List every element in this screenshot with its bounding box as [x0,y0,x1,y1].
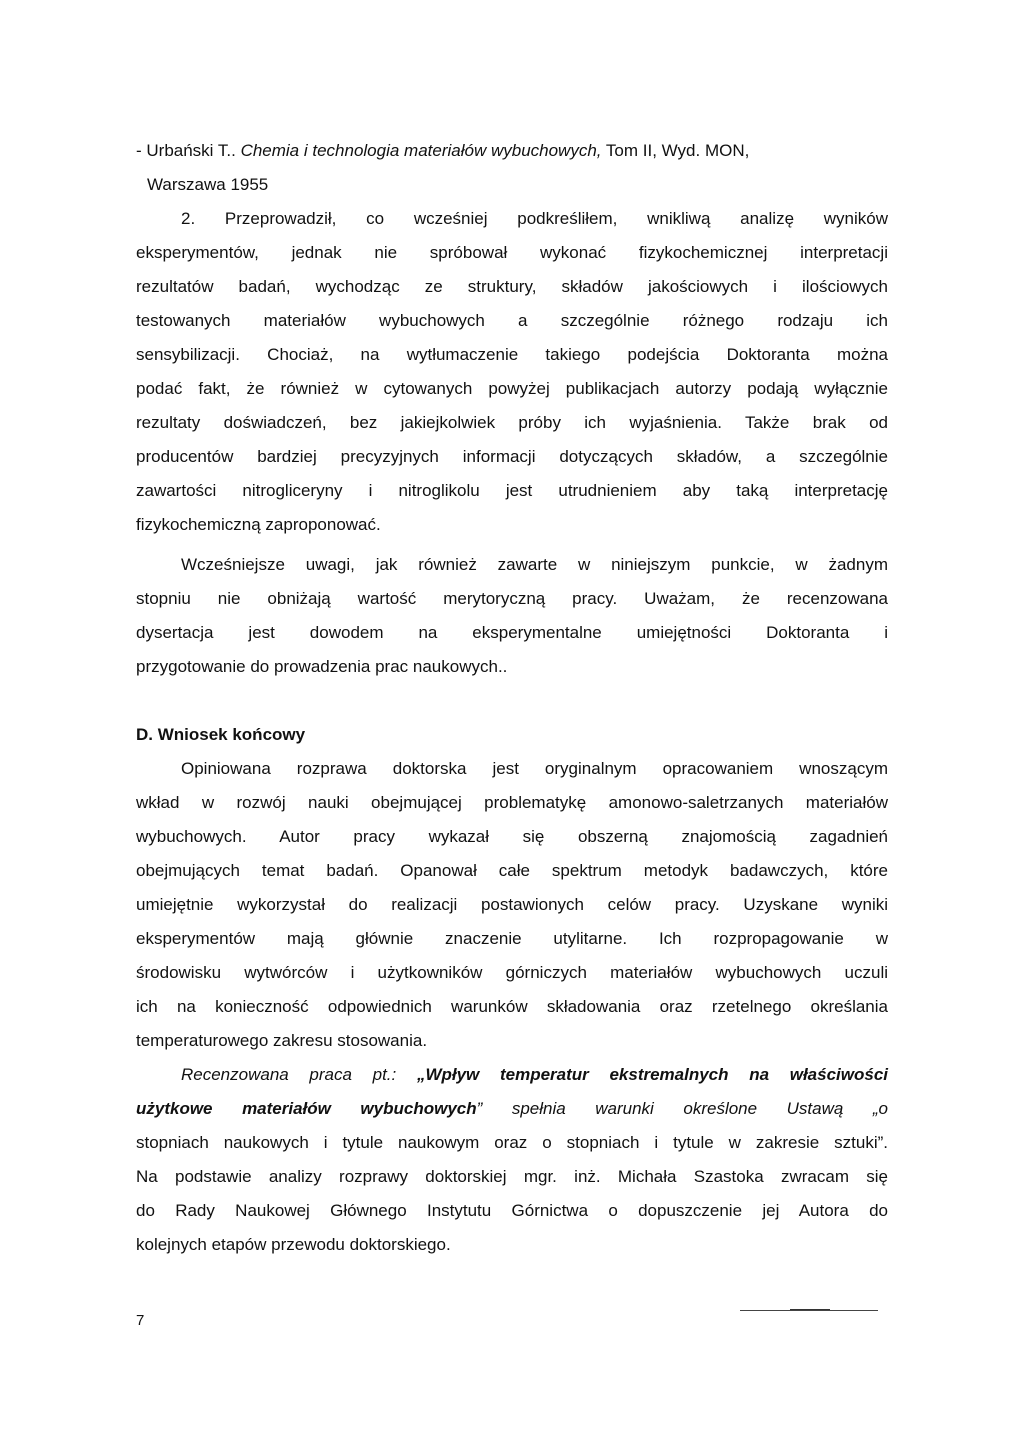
paragraph-line: Wcześniejsze uwagi, jak również zawarte w niniejszym punkcie, w żadnym [181,555,888,574]
reference-author: - Urbański T.. [136,141,241,160]
reference-title: Chemia i technologia materiałów wybuchowych, [240,141,602,160]
paragraph-line: rezultaty doświadczeń, bez jakiejkolwiek próby ich wyjaśnienia. Także brak od [136,413,888,432]
paragraph-line: Na podstawie analizy rozprawy doktorskiej mgr. inż. Michała Szastoka zwracam się [136,1167,888,1186]
paragraph-line: stopniu nie obniżają wartość merytoryczną pracy. Uważam, że recenzowana [136,589,888,608]
paragraph-final-request [136,1058,888,1262]
paragraph-line [136,1092,888,1126]
paragraph-line: eksperymentów mają głównie znaczenie utylitarne. Ich rozpropagowanie w [136,929,888,948]
paragraph-line: testowanych materiałów wybuchowych a szczególnie różnego rodzaju ich [136,311,888,330]
reference-publisher: Tom II, Wyd. MON, [601,141,750,160]
paragraph-line: zawartości nitrogliceryny i nitroglikolu jest utrudnieniem aby taką interpretację [136,481,888,500]
paragraph-line: ich na konieczność odpowiednich warunków składowania oraz rzetelnego określania [136,997,888,1016]
paragraph-line: 2. Przeprowadził, co wcześniej podkreśliłem, wnikliwą analizę wyników [181,209,888,228]
reference-line-1 [136,134,896,168]
paragraph-line: przygotowanie do prowadzenia prac naukowych.. [136,657,508,676]
paragraph-line: fizykochemiczną zaproponować. [136,515,381,534]
footer-rule-mark [790,1309,830,1310]
reviewed-work-label: Recenzowana praca pt.: [181,1065,417,1084]
paragraph-line [136,1058,888,1092]
paragraph-line: temperaturowego zakresu stosowania. [136,1031,428,1050]
paragraph-line: rezultatów badań, wychodząc ze struktury, składów jakościowych i ilościowych [136,277,888,296]
reviewed-work-title-part-1: „Wpływ temperatur ekstremalnych na właściwości [416,1065,889,1084]
paragraph-line: wkład w rozwój nauki obejmującej problematykę amonowo-saletrzanych materiałów [136,793,888,812]
section-heading-d: D. Wniosek końcowy [136,725,306,744]
reference-entry [136,134,896,202]
paragraph-line: kolejnych etapów przewodu doktorskiego. [136,1235,451,1254]
paragraph-conclusion [136,752,888,1058]
paragraph-line: umiejętnie wykorzystał do realizacji postawionych celów pracy. Uzyskane wyniki [136,895,888,914]
paragraph-line: obejmujących temat badań. Opanował całe spektrum metodyk badawczych, które [136,861,888,880]
paragraph-remarks [136,548,888,684]
paragraph-line: do Rady Naukowej Głównego Instytutu Górnictwa o dopuszczenie jej Autora do [136,1201,888,1220]
reviewed-work-title-part-2: użytkowe materiałów wybuchowych [136,1099,477,1118]
paragraph-line: producentów bardziej precyzyjnych informacji dotyczących składów, a szczególnie [136,447,888,466]
reviewed-work-statement: ” spełnia warunki określone Ustawą „o [476,1099,888,1118]
paragraph-line: eksperymentów, jednak nie spróbował wykonać fizykochemicznej interpretacji [136,243,888,262]
footer-rule [740,1310,878,1311]
page-number: 7 [136,1312,145,1329]
paragraph-line: wybuchowych. Autor pracy wykazał się obszerną znajomością zagadnień [136,827,888,846]
reference-line-2: Warszawa 1955 [147,175,269,194]
paragraph-line: sensybilizacji. Chociaż, na wytłumaczenie takiego podejścia Doktoranta można [136,345,888,364]
paragraph-line: stopniach naukowych i tytule naukowym oraz o stopniach i tytule w zakresie sztuki”. [136,1133,888,1152]
paragraph-line: dysertacja jest dowodem na eksperymentalne umiejętności Doktoranta i [136,623,888,642]
paragraph-line: podać fakt, że również w cytowanych powyżej publikacjach autorzy podają wyłącznie [136,379,888,398]
paragraph-point-2 [136,202,888,542]
paragraph-line: Opiniowana rozprawa doktorska jest oryginalnym opracowaniem wnoszącym [181,759,888,778]
paragraph-line: środowisku wytwórców i użytkowników górniczych materiałów wybuchowych uczuli [136,963,888,982]
